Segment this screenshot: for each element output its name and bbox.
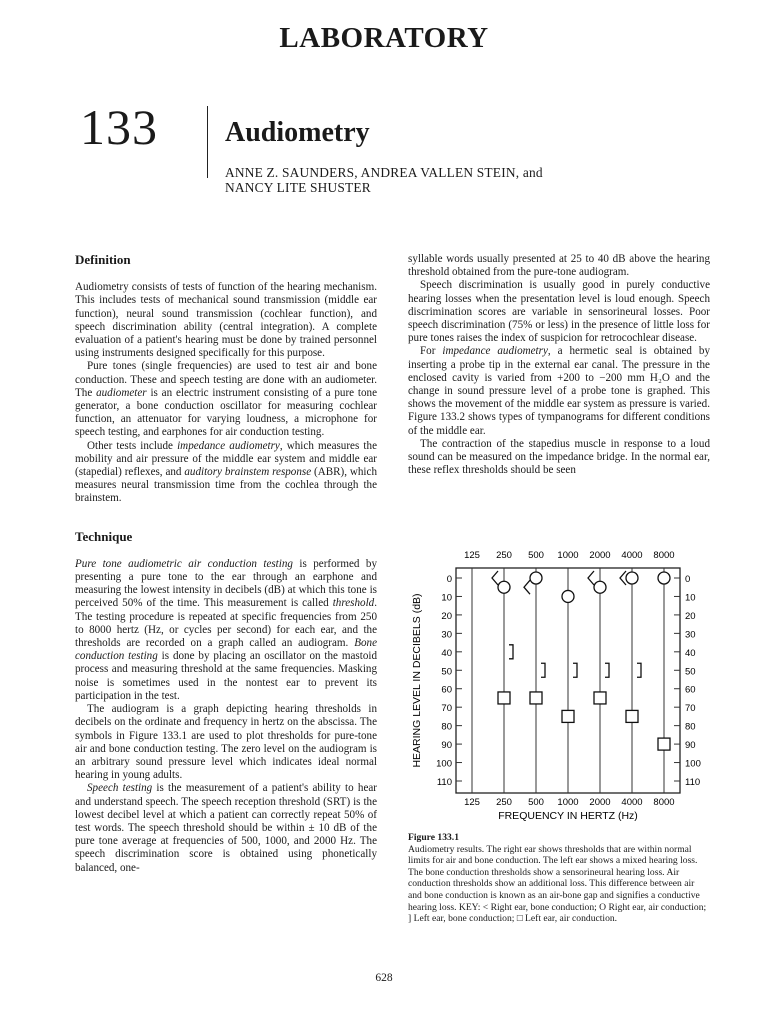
y-tick-label-left: 100 [436,758,452,770]
marker-right-air [626,572,638,584]
text-run: is an electric instrument consisting of a pure tone generator, a bone conduction oscillator for measuring cochlear function, an attenuator for varying loudness, a microphone for speech testing, and earphones for air conduction testing. [75,386,377,439]
text-run: , a hermetic seal is obtained by inserting a probe tip in the external ear canal. The pressure in the enclosed cavity is varied from +200 to −200 mm H₂O and the change in sound pressure level of a probe tone is graphed. This shows the movement of the middle ear system as pressure is varied. Figure 133.2 shows types of tympanograms for different conditions of the middle ear. [408,345,710,437]
x-tick-label-bottom: 2000 [589,797,611,808]
y-tick-label-left: 30 [441,629,452,641]
marker-left-air [594,692,606,704]
audiogram-chart [410,540,710,825]
text-run: For [420,345,443,358]
text-run: (ABR), which measures neural transmission time from the cochlea through the brainstem. [75,466,377,505]
y-tick-label-left: 10 [441,592,452,604]
definition-heading: Definition [75,252,131,267]
y-tick-label-right: 20 [685,610,696,622]
page-number: 628 [375,972,393,984]
x-tick-label-bottom: 4000 [621,797,643,808]
technique-paragraph-2: The audiogram is a graph depicting hearing thresholds in decibels on the ordinate and frequency in hertz on the abscissa. The symbols in Figure 133.1 are used to plot thresholds for pure-tone air and bone conduction testing. The zero level on the audiogram is an arbitrary sound pressure level which indicates ideal normal hearing in young adults. [75,703,377,782]
y-tick-label-left: 70 [441,703,452,715]
right-paragraph-1: syllable words usually presented at 25 to 40 dB above the hearing threshold obtained from the pure-tone audiogram. [408,253,710,279]
right-paragraph-4: The contraction of the stapedius muscle in response to a loud sound can be measured on the impedance bridge. In the normal ear, these reflex thresholds should be seen [408,437,710,477]
emphasis: impedance audiometry [442,345,548,358]
emphasis: auditory brainstem response [184,466,312,479]
figure-caption [408,832,710,925]
y-tick-label-right: 50 [685,666,696,678]
y-tick-label-left: 80 [441,721,452,733]
marker-left-bone [605,663,609,677]
marker-right-bone [524,580,530,594]
right-column [408,253,710,477]
right-paragraph-3 [408,345,710,437]
y-tick-label-right: 10 [685,592,696,604]
emphasis: impedance audiometry [177,439,280,452]
marker-right-air [562,590,574,602]
x-tick-label-top: 250 [496,550,512,561]
y-tick-label-right: 90 [685,740,696,752]
chapter-divider [207,106,208,178]
text-run: . The testing procedure is repeated at specific frequencies from 250 to 8000 hertz (Hz, or cycles per second) for each ear, and the thresholds are recorded on a graph called an audiogram. [75,597,377,650]
marker-right-air [594,581,606,593]
figure-label: Figure 133.1 [408,832,459,843]
marker-left-bone [573,663,577,677]
technique-paragraph-1 [75,558,377,703]
marker-left-bone [541,663,545,677]
marker-right-bone [620,571,626,585]
x-tick-label-top: 1000 [557,550,579,561]
y-tick-label-left: 50 [441,666,452,678]
text-run: is performed by presenting a pure tone to the ear through an earphone and measuring the lowest intensity in decibels (dB) at which this tone is perceived 50% of the time. This measurement is called [75,557,378,610]
definition-paragraph-3 [75,440,377,506]
chapter-title: Audiometry [225,117,370,148]
definition-paragraph-2 [75,360,377,439]
x-tick-label-bottom: 8000 [653,797,675,808]
x-tick-label-top: 125 [464,550,480,561]
y-tick-label-right: 60 [685,684,696,696]
marker-right-air [498,581,510,593]
chapter-number: 133 [80,99,158,155]
authors [225,165,645,195]
marker-right-air [530,572,542,584]
y-tick-label-left: 110 [436,777,452,788]
y-tick-label-right: 40 [685,647,696,659]
x-tick-label-top: 4000 [621,550,643,561]
text-run: , which measures the mobility and air pressure of the middle ear system and middle ear (stapedial) reflexes, and [75,439,377,479]
y-tick-label-right: 0 [685,574,691,585]
y-tick-label-left: 0 [446,574,452,585]
text-run: is done by placing an oscillator on the mastoid process and measuring threshold at the same frequencies. Masking noise is sometimes used in the nontest ear to prevent its participation in the test. [75,650,377,702]
marker-right-bone [492,571,498,585]
emphasis: audiometer [96,386,147,399]
y-tick-label-left: 40 [441,647,452,659]
technique-heading: Technique [75,528,133,544]
marker-left-air [626,710,638,722]
emphasis: Speech testing [87,782,153,795]
marker-left-bone [509,645,513,659]
y-axis-label: HEARING LEVEL IN DECIBELS (dB) [411,593,423,768]
right-paragraph-2: Speech discrimination is usually good in purely conductive hearing losses when the presentation level is loud enough. Speech discrimination scores are variable in sensorineural losses. Poor speech discrimination (75% or less) in the presence of little loss for pure tones raises the index of suspicion for retrocochlear disease. [408,279,710,345]
x-tick-label-bottom: 125 [464,797,480,808]
technique-paragraph-3 [75,782,377,874]
marker-left-air [562,710,574,722]
text-run: Other tests include [87,439,178,452]
x-tick-label-top: 500 [528,550,544,561]
marker-right-bone [588,571,594,585]
text-run: is the measurement of a patient's ability to hear and understand speech. The speech reception threshold (SRT) is the lowest decibel level at which a patient can correctly repeat 50% of test words. The speech threshold should be within ± 10 dB of the pure tone average at frequencies of 500, 1000, and 2000 Hz. The speech discrimination score is obtained using phonetically balanced, one- [75,782,377,874]
marker-left-bone [637,663,641,677]
definition-paragraph-1: Audiometry consists of tests of function of the hearing mechanism. This includes tests of mechanical sound transmission (middle ear function), neural sound transmission (cochlear function), and speech discrimination ability (central integration). A complete evaluation of a patient's hearing must be done by trained personnel using instruments designed specifically for this purpose. [75,281,377,360]
x-tick-label-top: 2000 [589,550,611,561]
y-tick-label-right: 70 [685,703,696,715]
y-tick-label-right: 30 [685,629,696,641]
y-tick-label-right: 100 [685,758,701,770]
section-header: LABORATORY [279,22,489,54]
emphasis: Pure tone audiometric air conduction testing [75,557,293,570]
marker-left-air [498,692,510,704]
y-tick-label-left: 60 [441,684,452,696]
emphasis: threshold [332,597,375,610]
x-tick-label-bottom: 500 [528,797,544,808]
marker-left-air [530,692,542,704]
authors-line-1: ANNE Z. SAUNDERS, ANDREA VALLEN STEIN, and [225,165,543,180]
y-tick-label-right: 110 [685,777,701,788]
marker-right-air [658,572,670,584]
text-run: Pure tones (single frequencies) are used to test air and bone conduction. These and speech testing are done with an audiometer. The [75,360,377,399]
emphasis: Bone conduction testing [75,637,377,663]
y-tick-label-left: 20 [441,610,452,622]
marker-left-air [658,738,670,750]
authors-line-2: NANCY LITE SHUSTER [225,180,371,195]
x-tick-label-bottom: 250 [496,797,512,808]
x-axis-label: FREQUENCY IN HERTZ (Hz) [498,810,638,822]
x-tick-label-top: 8000 [653,550,675,561]
y-tick-label-right: 80 [685,721,696,733]
x-tick-label-bottom: 1000 [557,797,579,808]
left-column [75,253,377,875]
y-tick-label-left: 90 [441,740,452,752]
figure-caption-text: Audiometry results. The right ear shows thresholds that are within normal limits for air and bone conduction. The left ear shows a mixed hearing loss. The bone conduction thresholds show a sensorineural hearing loss. Air conduction thresholds show an additional loss. This difference between air and bone conduction is known as an air-bone gap and signifies a conductive hearing loss. KEY: < Right ear, bone conduction; O Right ear, air conduction; ] Left ear, bone conduction; □ Left ear, air conduction. [408,843,707,925]
